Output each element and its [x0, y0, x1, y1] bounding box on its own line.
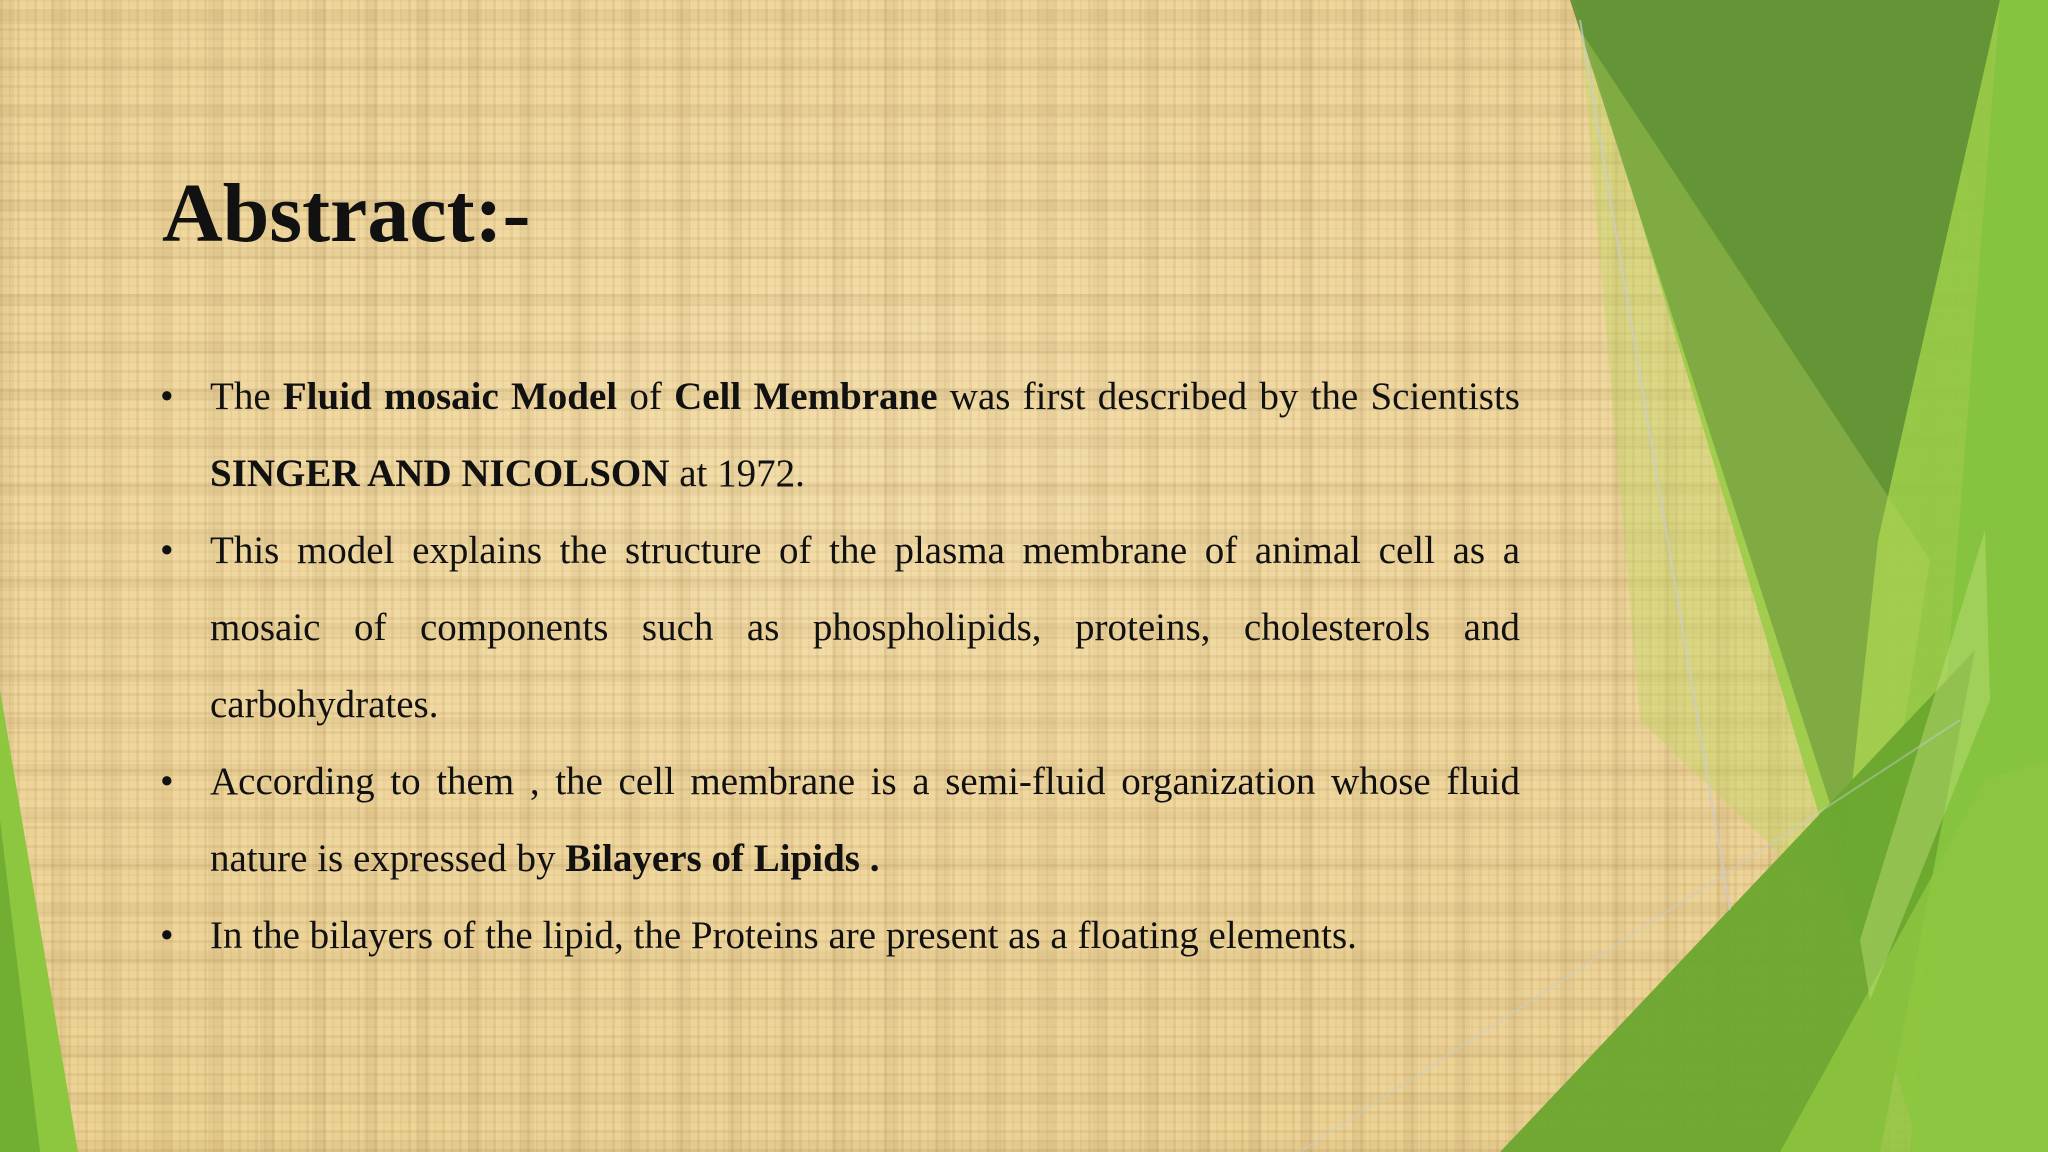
bullet-bold-text: Cell Membrane	[674, 375, 938, 418]
bullet-text: This model explains the structure of the plasma membrane of animal cell as a mosaic of components such as phospholipids, proteins, cholesterols and carbohydrates.	[210, 529, 1520, 726]
bullet-bold-text: Fluid mosaic Model	[282, 375, 618, 418]
bullet-list	[160, 358, 1520, 974]
bullet-text: According to them , the cell membrane is a semi-fluid organization whose fluid nature is expressed by	[210, 760, 1520, 880]
bullet-text: The	[210, 375, 283, 418]
bullet-text: at 1972.	[669, 452, 805, 495]
bullet-bold-text: SINGER AND NICOLSON	[210, 452, 670, 495]
bullet-item-1	[160, 358, 1520, 512]
bullet-text: of	[617, 375, 675, 418]
bullet-bold-text: Bilayers of Lipids .	[565, 837, 880, 880]
bullet-item-4	[160, 897, 1520, 974]
bullet-text: In the bilayers of the lipid, the Proteins are present as a floating elements.	[210, 914, 1357, 957]
bullet-text: was first described by the Scientists	[937, 375, 1520, 418]
slide-title: Abstract:-	[162, 167, 531, 260]
bullet-item-2	[160, 512, 1520, 743]
bullet-item-3	[160, 743, 1520, 897]
